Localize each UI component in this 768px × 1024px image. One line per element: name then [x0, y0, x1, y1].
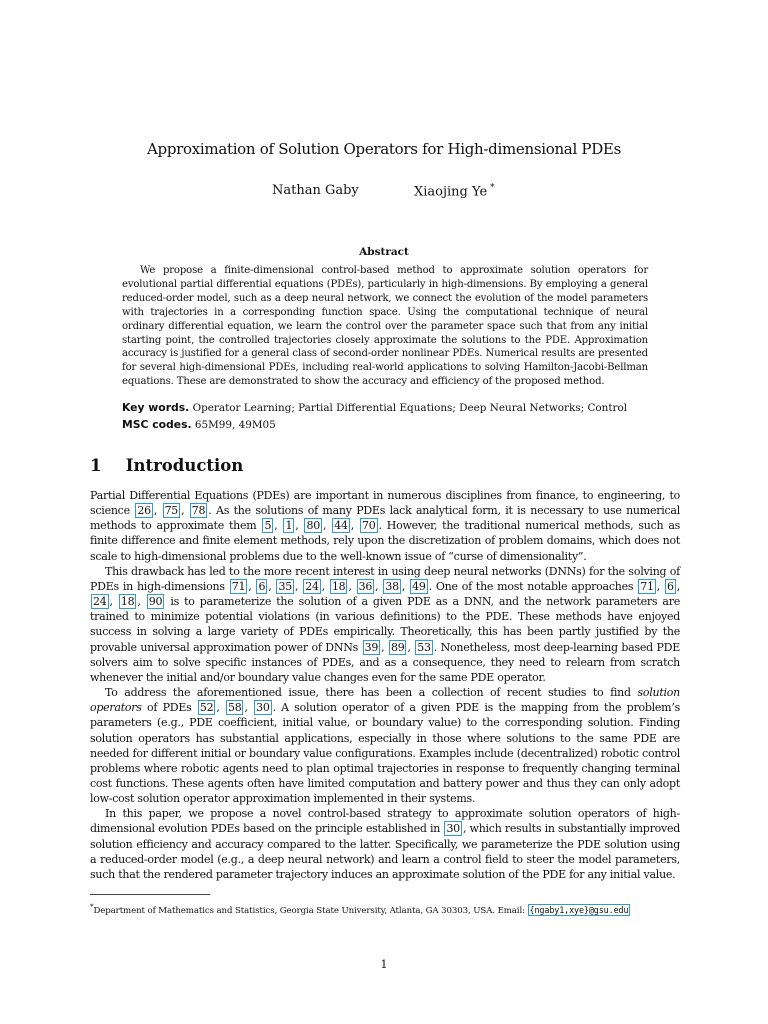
- paragraph: [90, 806, 680, 882]
- author-name: Xiaojing Ye: [414, 184, 488, 200]
- author-name-with-footnote: [414, 183, 495, 199]
- citation-link[interactable]: 24: [305, 579, 319, 593]
- email-link[interactable]: {ngaby1,xye}@gsu.edu: [529, 904, 629, 915]
- page-number: 1: [380, 958, 388, 971]
- text-run: . Nonetheless, most deep-learning based PDE solvers aim to solve specific instances of PDEs, and as a consequence, they need to relearn from scratch whenever the initial and/or boundary value changes even for the same PDE operator.: [90, 640, 680, 684]
- citation-link[interactable]: 26: [137, 504, 151, 518]
- citation-link[interactable]: 58: [227, 701, 242, 715]
- citation-link[interactable]: 39: [364, 640, 379, 654]
- text-run: ,: [268, 579, 276, 593]
- author-name: Nathan Gaby: [272, 183, 359, 198]
- introduction-body: [90, 488, 680, 882]
- citation-link[interactable]: 24: [93, 595, 107, 609]
- text-run: . As the solutions of many PDEs lack analytical form, it is necessary to use numerical methods to approximate them: [90, 504, 680, 533]
- citation-link[interactable]: 52: [199, 701, 214, 715]
- section-heading: [90, 456, 243, 475]
- citation-link[interactable]: 30: [256, 701, 270, 715]
- text-run: . However, the traditional numerical methods, such as finite difference and finite element methods, rely upon the discretization of problem domains, which does not scale to high-dimensional problems due to the well-known issue of “curse of dimensionality”.: [90, 519, 681, 563]
- text-run: ,: [216, 701, 225, 715]
- text-run: ,: [294, 579, 303, 593]
- text-run: ,: [401, 579, 410, 593]
- citation-link[interactable]: 70: [362, 519, 376, 533]
- paper-title: Approximation of Solution Operators for High-dimensional PDEs: [147, 140, 621, 158]
- text-run: ,: [350, 519, 359, 533]
- footnote-text: Department of Mathematics and Statistics, Georgia State University, Atlanta, GA 30303, USA. Email:: [93, 905, 528, 916]
- citation-link[interactable]: 35: [278, 579, 292, 593]
- text-run: ,: [248, 579, 256, 593]
- text-run: ,: [137, 595, 146, 609]
- citation-link[interactable]: 6: [666, 579, 674, 593]
- citation-link[interactable]: 38: [385, 579, 399, 593]
- citation-link[interactable]: 1: [285, 519, 293, 533]
- text-run: ,: [274, 519, 283, 533]
- text-run: ,: [375, 579, 383, 593]
- keywords-text: Operator Learning; Partial Differential Equations; Deep Neural Networks; Control: [192, 402, 628, 414]
- citation-link[interactable]: 53: [417, 640, 431, 654]
- citation-link[interactable]: 44: [334, 519, 348, 533]
- text-run: ,: [321, 579, 329, 593]
- text-run: ,: [181, 504, 189, 518]
- citation-link[interactable]: 80: [306, 519, 320, 533]
- text-run: . One of the most notable approaches: [428, 579, 638, 593]
- citation-link[interactable]: 71: [640, 579, 654, 593]
- msc-codes-line: [122, 418, 682, 431]
- section-number: 1: [90, 456, 102, 475]
- text-run: ,: [407, 640, 415, 654]
- text-run: ,: [295, 519, 304, 533]
- citation-link[interactable]: 18: [120, 595, 135, 609]
- text-run: . A solution operator of a given PDE is the mapping from the problem’s parameters (e.g., PDE coefficient, initial value, or boundary value) to the corresponding solution. Finding solution operators has substantial applications, especially in those where solutions to the same PDE are needed for different initial or boundary value configurations. Examples include (decentralized) robotic control problems where robotic agents need to plan optimal trajectories in response to frequently changing terminal cost functions. These agents often have limited computation and battery power and thus they can only adopt low-cost solution operator approximation implemented in their systems.: [90, 701, 680, 806]
- text-run: ,: [676, 579, 680, 593]
- citation-link[interactable]: 6: [258, 579, 266, 593]
- text-run: ,: [348, 579, 356, 593]
- text-run: ,: [322, 519, 332, 533]
- keywords-label: Key words.: [122, 401, 190, 414]
- citation-link[interactable]: 89: [390, 640, 405, 654]
- text-run: is to parameterize the solution of a given PDE as a DNN, and the network parameters are trained to minimize potential violations (in various definitions) to the PDE. These methods have enjoyed success in solving a large variety of PDEs empirically. Theoretically, this has been partly justified by the provable universal approximation power of DNNs: [90, 595, 681, 654]
- citation-link[interactable]: 49: [412, 579, 426, 593]
- footnote-mark: *: [90, 902, 94, 911]
- citation-link[interactable]: 18: [331, 579, 346, 593]
- keywords-line: [122, 401, 682, 414]
- citation-link[interactable]: 71: [231, 579, 246, 593]
- paragraph: [90, 564, 680, 685]
- text-run: ,: [244, 701, 254, 715]
- text-run: of PDEs: [141, 701, 197, 715]
- msc-text: 65M99, 49M05: [194, 419, 276, 431]
- text-run: , which results in substantially improved solution efficiency and accuracy compared to the latter. Specifically, we parameterize the PDE solution using a reduced-order model (e.g., a deep neural network) and learn a control field to steer the model parameters, such that the rendered parameter trajectory induces an approximate solution of the PDE for any initial value.: [90, 822, 680, 881]
- text-run: Partial Differential Equations (PDEs) are important in numerous disciplines from finance, to engineering, to science: [90, 489, 680, 518]
- abstract-text: We propose a finite-dimensional control-based method to approximate solution operators for evolutional partial differential equations (PDEs), particularly in high-dimensions. By employing a general reduced-order model, such as a deep neural network, we connect the evolution of the model parameters with trajectories in a corresponding function space. Using the computational technique of neural ordinary differential equation, we learn the control over the parameter space such that from any initial starting point, the controlled trajectories closely approximate the solutions to the PDE. Approximation accuracy is justified for a general class of second-order nonlinear PDEs. Numerical results are presented for several high-dimensional PDEs, including real-world applications to solving Hamilton-Jacobi-Bellman equations. These are demonstrated to show the accuracy and efficiency of the proposed method.: [122, 265, 648, 388]
- text-run: ,: [656, 579, 664, 593]
- emphasis-text: solution operators: [90, 686, 680, 715]
- citation-link[interactable]: 36: [358, 579, 373, 593]
- citation-link[interactable]: 75: [164, 504, 179, 518]
- text-run: ,: [381, 640, 388, 654]
- text-run: ,: [153, 504, 162, 518]
- footnote-marker[interactable]: *: [490, 183, 495, 193]
- paragraph: [90, 488, 680, 564]
- paragraph: [90, 685, 680, 806]
- footnote-rule: [90, 894, 210, 895]
- citation-link[interactable]: 78: [191, 504, 206, 518]
- author-list: [0, 183, 768, 203]
- text-run: This drawback has led to the more recent interest in using deep neural networks (DNNs) for the solving of PDEs in high-dimensions: [90, 564, 680, 593]
- msc-label: MSC codes.: [122, 418, 192, 431]
- citation-link[interactable]: 30: [446, 822, 460, 836]
- text-run: To address the aforementioned issue, there has been a collection of recent studies to find: [105, 686, 638, 700]
- citation-link[interactable]: 5: [264, 519, 272, 533]
- text-run: In this paper, we propose a novel control-based strategy to approximate solution operators of high-dimensional evolution PDEs based on the principle established in: [90, 807, 680, 836]
- abstract-heading: Abstract: [359, 246, 409, 258]
- footnote: [90, 900, 682, 918]
- text-run: ,: [109, 595, 118, 609]
- section-title: Introduction: [125, 456, 244, 475]
- citation-link[interactable]: 90: [148, 595, 163, 609]
